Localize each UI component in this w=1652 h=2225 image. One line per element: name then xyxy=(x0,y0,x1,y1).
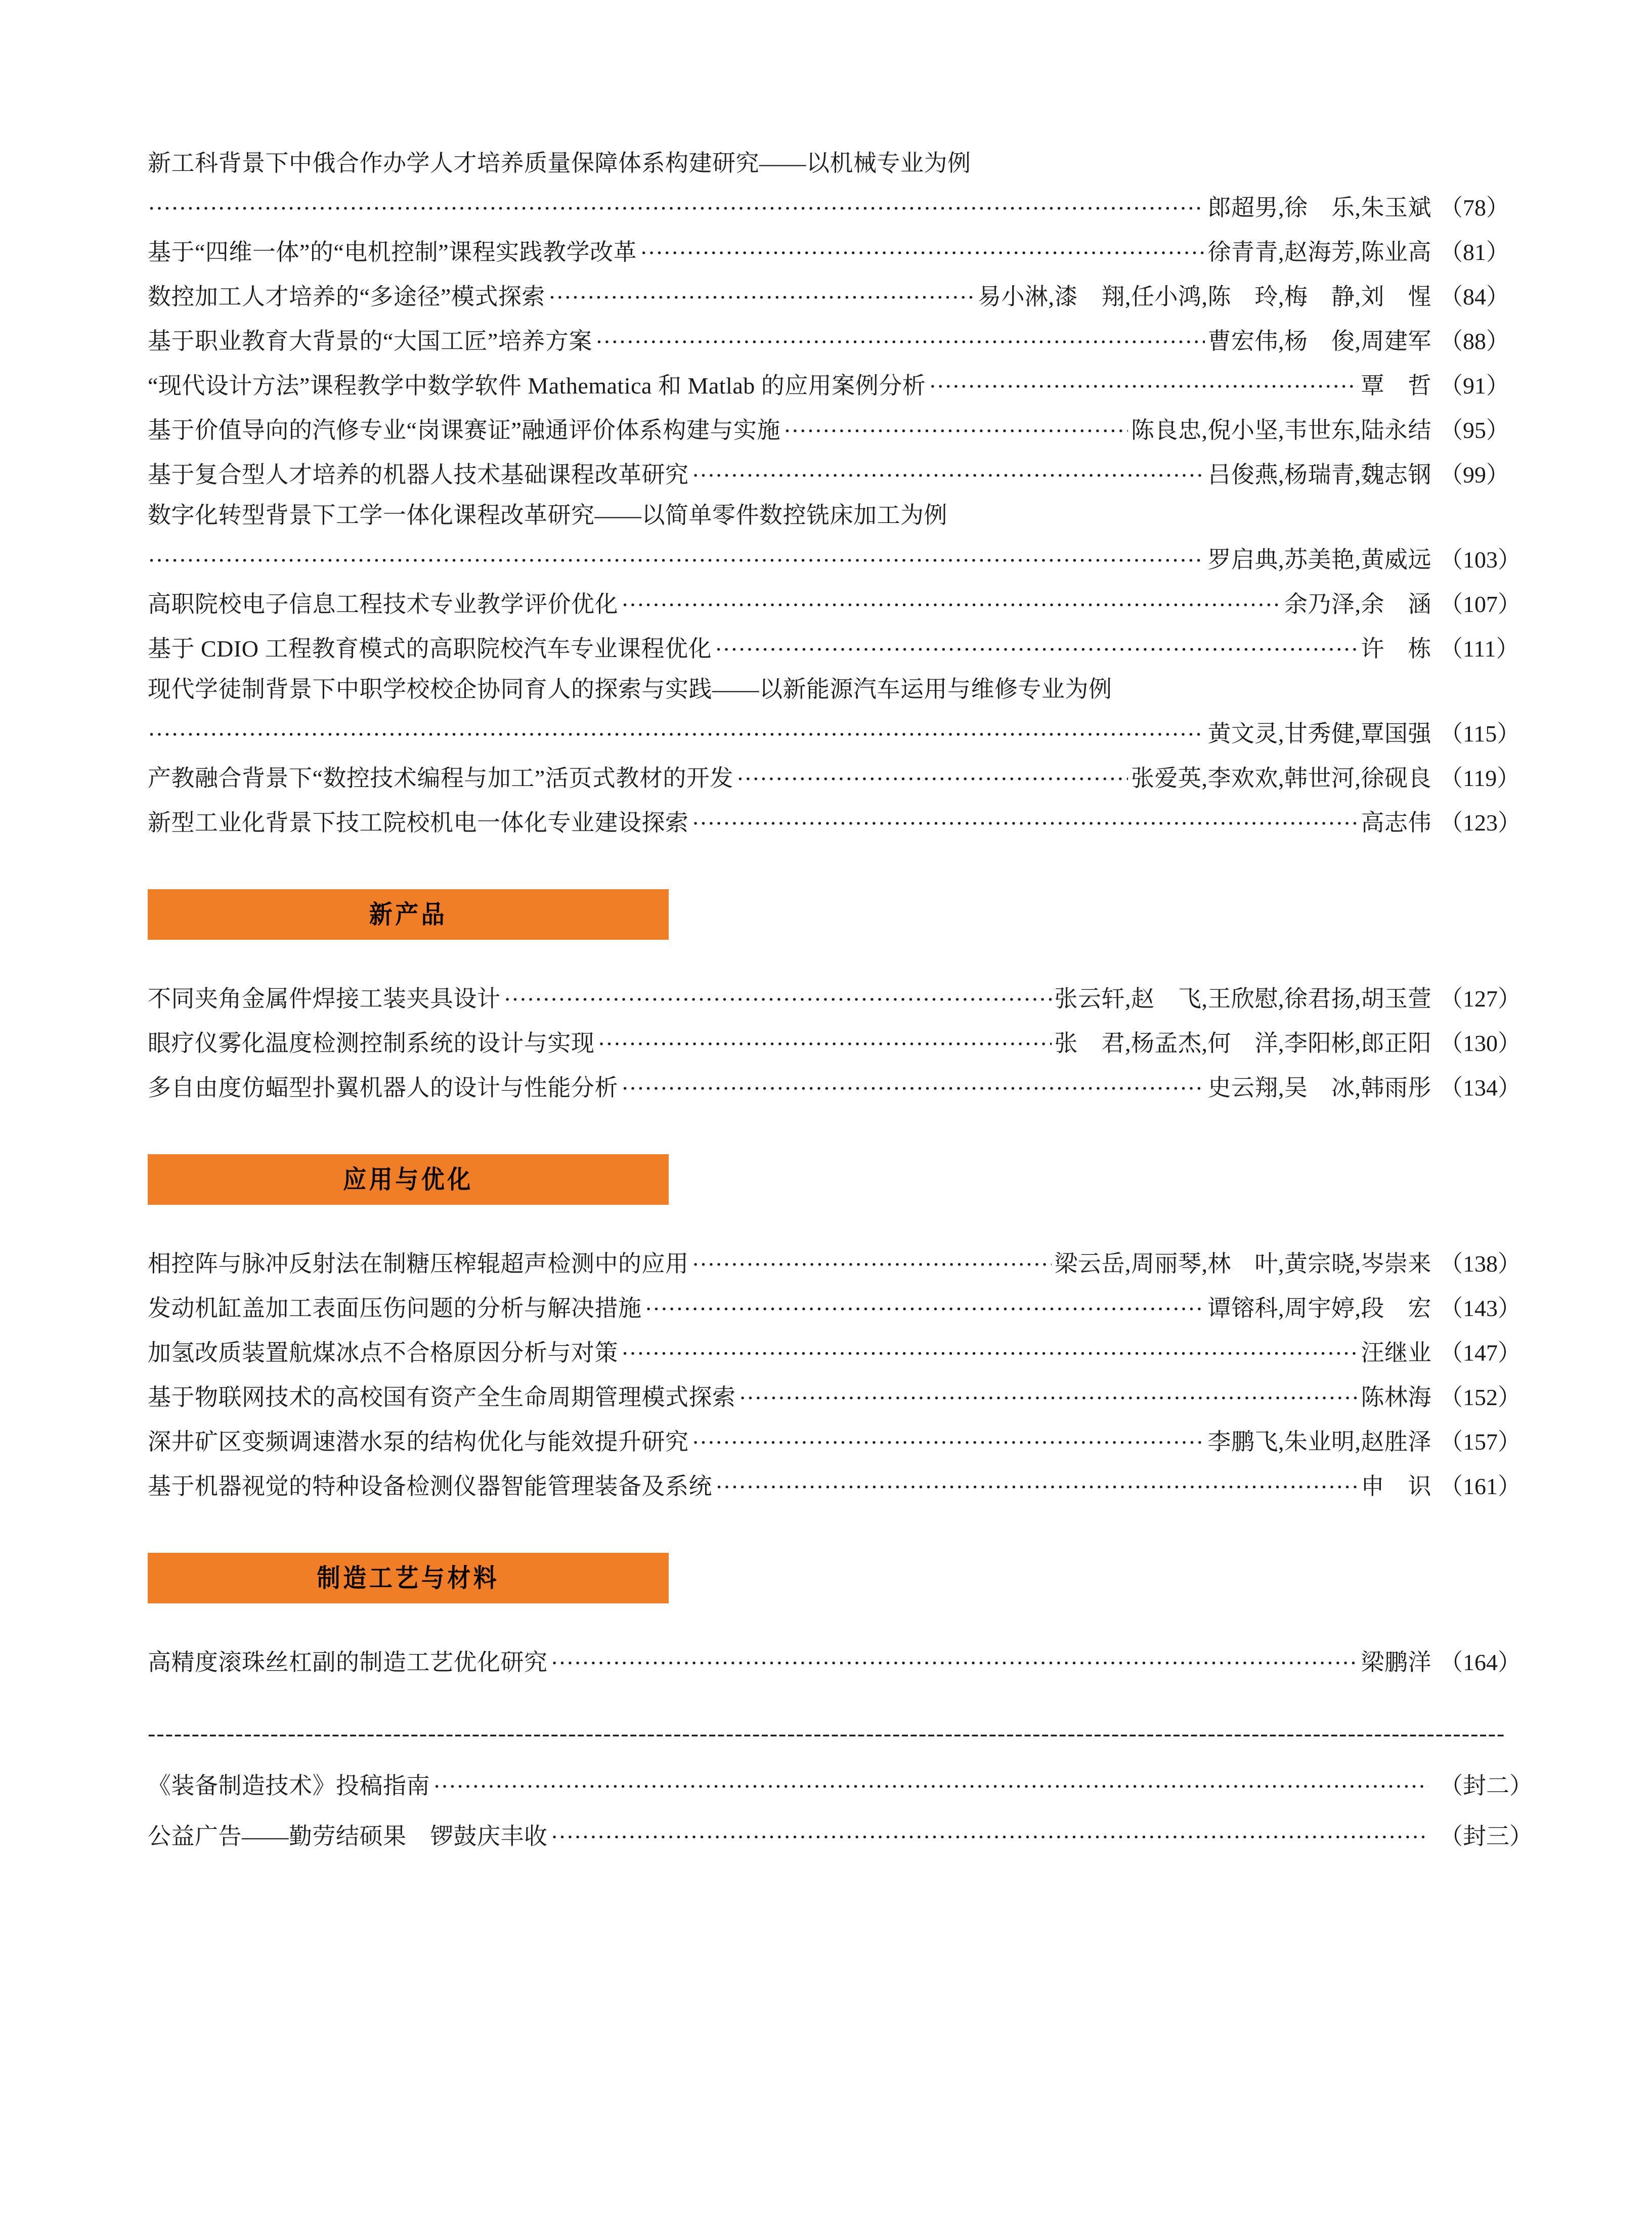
entry-title: 不同夹角金属件焊接工装夹具设计 xyxy=(148,986,501,1012)
toc-entry xyxy=(148,281,1509,310)
section-heading-banner xyxy=(148,1154,669,1205)
entry-page-number: （164） xyxy=(1440,1649,1521,1675)
entry-authors: 高志伟 xyxy=(1361,810,1431,836)
toc-entry xyxy=(148,237,1509,265)
entry-page-number: （91） xyxy=(1440,373,1509,399)
toc-entry xyxy=(148,1426,1521,1455)
dot-leader xyxy=(621,1337,1358,1361)
entry-title: 产教融合背景下“数控技术编程与加工”活页式教材的开发 xyxy=(148,765,733,791)
dot-leader xyxy=(504,983,1052,1007)
entry-authors: 余乃泽,余 涵 xyxy=(1284,591,1431,617)
dot-leader xyxy=(598,1028,1052,1051)
dot-leader xyxy=(551,1647,1358,1670)
toc-entry xyxy=(148,589,1521,617)
entry-page-number: （99） xyxy=(1440,462,1509,488)
dot-leader xyxy=(148,718,1205,741)
entry-page-number: （147） xyxy=(1440,1340,1521,1366)
section-heading-banner xyxy=(148,1553,669,1603)
entry-page-number: （88） xyxy=(1440,328,1509,354)
dot-leader xyxy=(433,1770,1428,1794)
entry-authors: 陈良忠,倪小坚,韦世东,陆永结 xyxy=(1131,417,1431,443)
entry-page-number: （130） xyxy=(1440,1030,1521,1056)
entry-page-number: （127） xyxy=(1440,986,1521,1012)
entry-authors: 徐青青,赵海芳,陈业高 xyxy=(1207,239,1431,265)
entry-meta-line xyxy=(148,192,1509,221)
entry-title: 公益广告——勤劳结硕果 锣鼓庆丰收 xyxy=(148,1823,548,1849)
entry-authors: 覃 哲 xyxy=(1361,373,1431,399)
toc-sections-list xyxy=(148,889,1521,1675)
entry-title: 基于复合型人才培养的机器人技术基础课程改革研究 xyxy=(148,462,689,488)
toc-entry xyxy=(148,326,1509,354)
entry-authors: 吕俊燕,杨瑞青,魏志钢 xyxy=(1207,462,1431,488)
entry-title: 新型工业化背景下技工院校机电一体化专业建设探索 xyxy=(148,810,689,836)
toc-entry xyxy=(148,1337,1521,1366)
section-heading-label: 新产品 xyxy=(369,900,448,929)
toc-entry xyxy=(148,1293,1521,1321)
entry-title: 现代学徒制背景下中职学校校企协同育人的探索与实践——以新能源汽车运用与维修专业为例 xyxy=(148,676,1112,702)
entry-authors: 张云轩,赵 飞,王欣慰,徐君扬,胡玉萱 xyxy=(1054,986,1431,1012)
toc-entry xyxy=(148,459,1509,488)
entry-meta-line xyxy=(148,718,1520,747)
toc-entry xyxy=(148,370,1509,399)
entry-title: 《装备制造技术》投稿指南 xyxy=(148,1773,430,1799)
entry-title: 新工科背景下中俄合作办学人才培养质量保障体系构建研究——以机械专业为例 xyxy=(148,150,971,176)
dot-leader xyxy=(692,807,1358,831)
dot-leader xyxy=(640,237,1204,260)
dot-leader xyxy=(548,281,975,304)
entry-title: 深井矿区变频调速潜水泵的结构优化与能效提升研究 xyxy=(148,1429,689,1455)
toc-entry xyxy=(148,1647,1521,1675)
toc-entry xyxy=(148,633,1519,662)
entry-authors: 史云翔,吴 冰,韩雨彤 xyxy=(1207,1075,1431,1101)
entry-authors: 曹宏伟,杨 俊,周建军 xyxy=(1207,328,1431,354)
dot-leader xyxy=(645,1293,1205,1316)
toc-entry xyxy=(148,1382,1521,1410)
entry-page-number: （107） xyxy=(1440,591,1521,617)
entry-authors: 李鹏飞,朱业明,赵胜泽 xyxy=(1207,1429,1431,1455)
dot-leader xyxy=(692,1426,1205,1450)
entry-title: 基于“四维一体”的“电机控制”课程实践教学改革 xyxy=(148,239,637,265)
toc-back-matter-list xyxy=(148,1770,1533,1849)
entry-page-number: （143） xyxy=(1440,1295,1521,1321)
back-matter-entry xyxy=(148,1770,1533,1799)
entry-authors: 谭镕科,周宇婷,段 宏 xyxy=(1207,1295,1431,1321)
entry-page-number: （123） xyxy=(1440,810,1521,836)
entry-title: 多自由度仿蝠型扑翼机器人的设计与性能分析 xyxy=(148,1075,618,1101)
toc-entry xyxy=(148,502,1521,573)
dot-leader xyxy=(148,192,1205,215)
toc-content xyxy=(148,150,1533,1871)
dot-leader xyxy=(739,1382,1358,1405)
dot-leader xyxy=(715,1471,1358,1494)
dot-leader xyxy=(148,544,1205,568)
entry-page-number: （封三） xyxy=(1440,1823,1533,1849)
entry-page-number: （115） xyxy=(1440,721,1520,747)
toc-entry xyxy=(148,983,1521,1012)
entry-title: 基于机器视觉的特种设备检测仪器智能管理装备及系统 xyxy=(148,1473,712,1499)
entry-authors: 梁鹏洋 xyxy=(1361,1649,1431,1675)
section-heading-banner xyxy=(148,889,669,940)
section-heading-label: 应用与优化 xyxy=(343,1165,473,1194)
dot-leader xyxy=(929,370,1358,394)
dot-leader xyxy=(621,589,1281,612)
entry-page-number: （78） xyxy=(1440,195,1509,221)
entry-title: 数控加工人才培养的“多途径”模式探索 xyxy=(148,284,545,310)
entry-title: 基于 CDIO 工程教育模式的高职院校汽车专业课程优化 xyxy=(148,636,712,662)
entry-title: 基于价值导向的汽修专业“岗课赛证”融通评价体系构建与实施 xyxy=(148,417,780,443)
entry-page-number: （95） xyxy=(1440,417,1509,443)
entry-page-number: （138） xyxy=(1440,1251,1521,1277)
dot-leader xyxy=(736,763,1128,786)
dot-leader xyxy=(692,1248,1052,1272)
toc-entry xyxy=(148,676,1520,747)
entry-page-number: （157） xyxy=(1440,1429,1521,1455)
entry-title: 加氢改质装置航煤冰点不合格原因分析与对策 xyxy=(148,1340,618,1366)
entry-authors: 陈林海 xyxy=(1361,1384,1431,1410)
entry-authors: 张 君,杨孟杰,何 洋,李阳彬,郎正阳 xyxy=(1054,1030,1431,1056)
dot-leader xyxy=(551,1821,1429,1844)
entry-title: 基于职业教育大背景的“大国工匠”培养方案 xyxy=(148,328,592,354)
entry-page-number: （152） xyxy=(1440,1384,1521,1410)
entry-authors: 许 栋 xyxy=(1361,636,1431,662)
entry-authors: 黄文灵,甘秀健,覃国强 xyxy=(1207,721,1431,747)
entry-page-number: （161） xyxy=(1440,1473,1521,1499)
entry-page-number: （103） xyxy=(1440,547,1521,573)
entry-page-number: （81） xyxy=(1440,239,1509,265)
toc-entry xyxy=(148,150,1509,221)
entry-title: 数字化转型背景下工学一体化课程改革研究——以简单零件数控铣床加工为例 xyxy=(148,502,947,528)
entry-title: 基于物联网技术的高校国有资产全生命周期管理模式探索 xyxy=(148,1384,736,1410)
section-heading-label: 制造工艺与材料 xyxy=(317,1563,500,1593)
toc-entry xyxy=(148,763,1520,791)
entry-title: 高职院校电子信息工程技术专业教学评价优化 xyxy=(148,591,618,617)
toc-entry xyxy=(148,1248,1521,1277)
toc-entry xyxy=(148,1072,1521,1101)
toc-continued-list xyxy=(148,150,1521,836)
entry-title: 眼疗仪雾化温度检测控制系统的设计与实现 xyxy=(148,1030,595,1056)
entry-title: 发动机缸盖加工表面压伤问题的分析与解决措施 xyxy=(148,1295,642,1321)
entry-page-number: （111） xyxy=(1440,636,1519,662)
entry-authors: 张爱英,李欢欢,韩世河,徐砚良 xyxy=(1131,765,1431,791)
dot-leader xyxy=(784,415,1128,438)
dot-leader xyxy=(715,633,1358,657)
toc-entry xyxy=(148,807,1521,836)
dot-leader xyxy=(595,326,1205,349)
toc-entry xyxy=(148,1028,1521,1056)
entry-page-number: （134） xyxy=(1440,1075,1521,1101)
back-matter-entry xyxy=(148,1821,1533,1849)
entry-authors: 易小淋,漆 翔,任小鸿,陈 玲,梅 静,刘 惺 xyxy=(978,284,1431,310)
entry-page-number: （84） xyxy=(1440,284,1509,310)
entry-page-number: （封二） xyxy=(1440,1773,1533,1799)
entry-authors: 郎超男,徐 乐,朱玉斌 xyxy=(1207,195,1431,221)
entry-title: “现代设计方法”课程教学中数学软件 Mathematica 和 Matlab 的应用案例分析 xyxy=(148,373,926,399)
entry-meta-line xyxy=(148,544,1521,573)
entry-title: 高精度滚珠丝杠副的制造工艺优化研究 xyxy=(148,1649,548,1675)
entry-title: 相控阵与脉冲反射法在制糖压榨辊超声检测中的应用 xyxy=(148,1251,689,1277)
section-divider xyxy=(148,1723,1506,1743)
entry-authors: 罗启典,苏美艳,黄威远 xyxy=(1207,547,1431,573)
toc-entry xyxy=(148,415,1509,443)
dot-leader xyxy=(692,459,1205,483)
entry-authors: 申 识 xyxy=(1361,1473,1431,1499)
entry-page-number: （119） xyxy=(1440,765,1520,791)
dot-leader xyxy=(621,1072,1205,1096)
entry-authors: 汪继业 xyxy=(1361,1340,1431,1366)
toc-entry xyxy=(148,1471,1521,1499)
entry-authors: 梁云岳,周丽琴,林 叶,黄宗晓,岑崇来 xyxy=(1054,1251,1431,1277)
